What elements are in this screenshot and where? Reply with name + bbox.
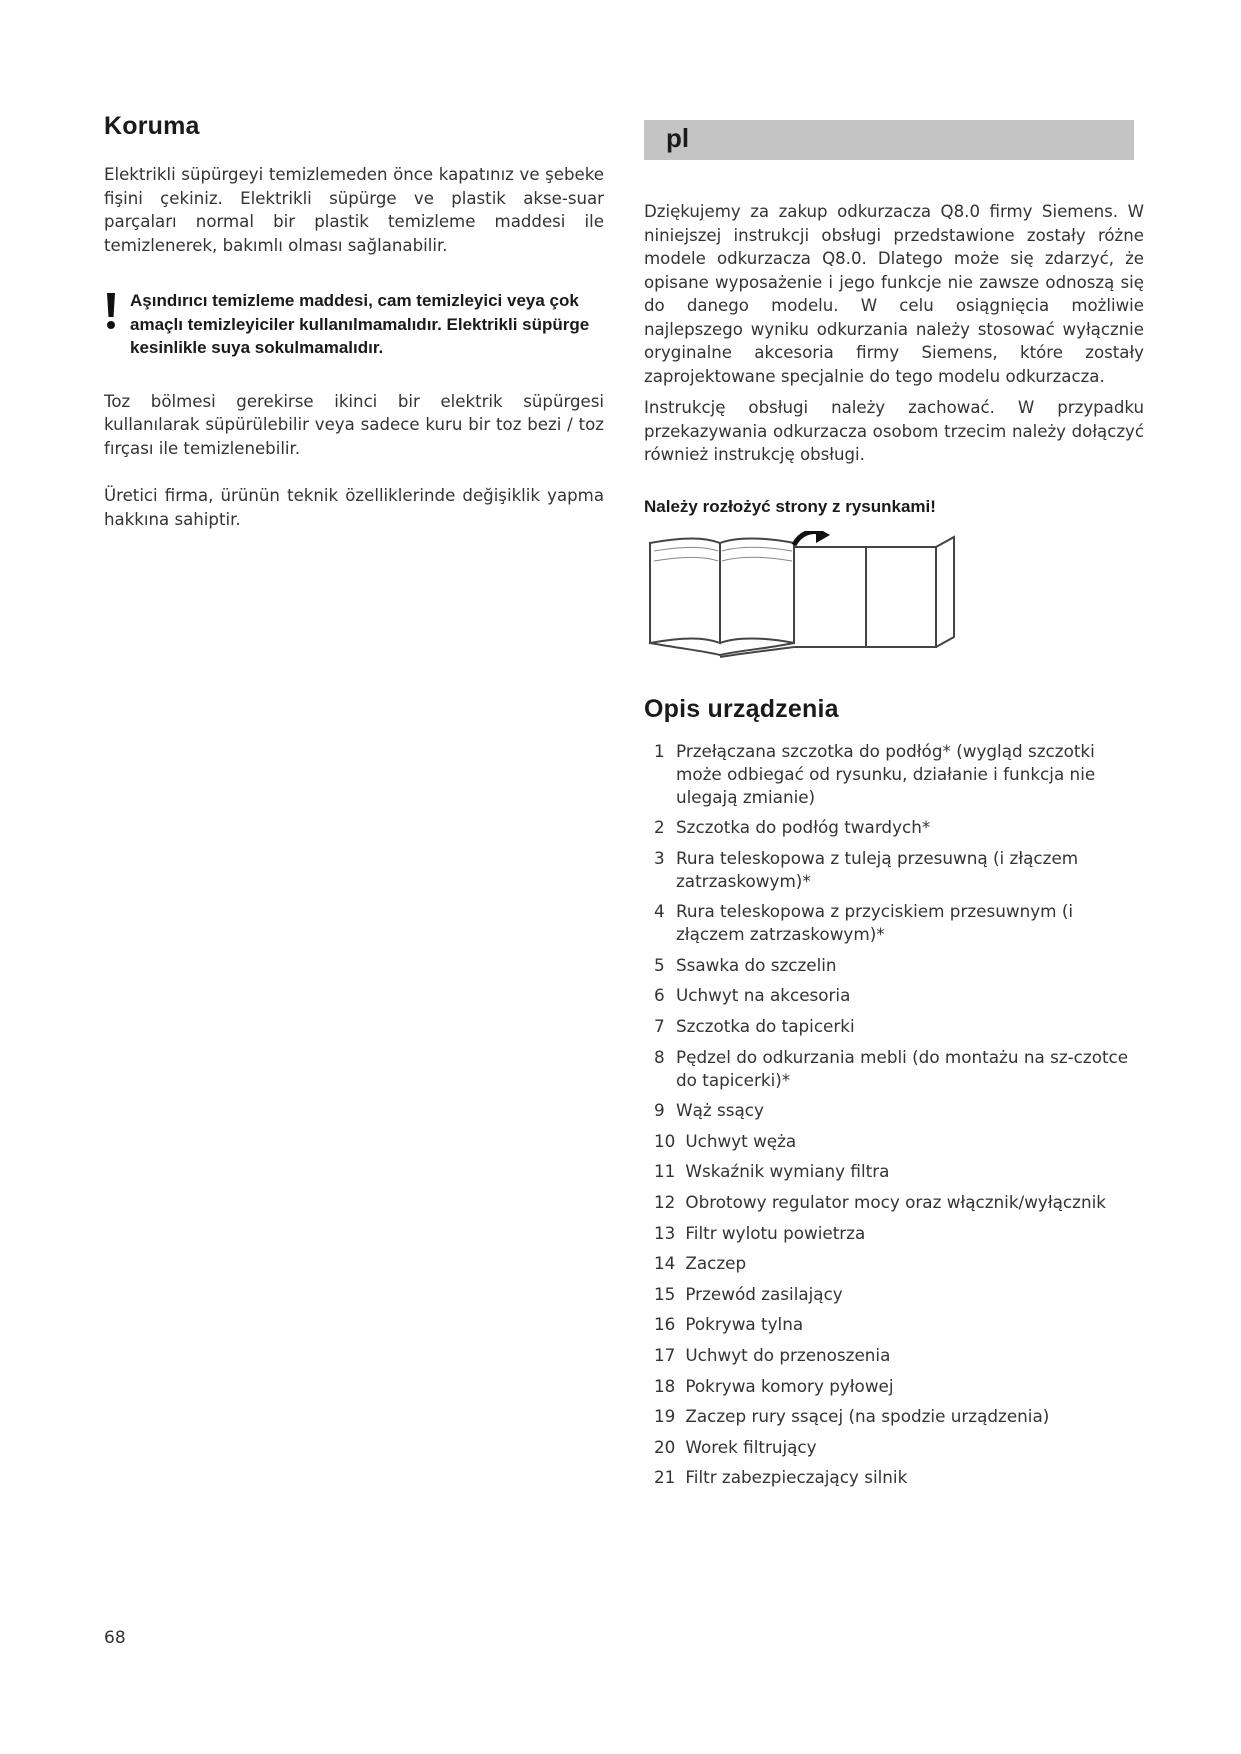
list-item: 19 Zaczep rury ssącej (na spodzie urządzenia) [654, 1406, 1050, 1427]
list-item: 21 Filtr zabezpieczający silnik [654, 1467, 908, 1488]
device-description-heading: Opis urządzenia [644, 694, 839, 723]
koruma-paragraph-2: Toz bölmesi gerekirse ikinci bir elektrik süpürgesi kullanılarak süpürülebilir veya sadece kuru bir toz bezi / toz fırçası ile temizlenebilir. [104, 391, 604, 458]
list-item: 16 Pokrywa tylna [654, 1314, 804, 1335]
unfold-pages-note: Należy rozłożyć strony z rysunkami! [644, 496, 936, 516]
warning-block [104, 289, 604, 360]
page-number: 68 [104, 1628, 126, 1648]
list-item: 17 Uchwyt do przenoszenia [654, 1345, 891, 1365]
list-item: 6 Uchwyt na akcesoria [654, 985, 851, 1006]
list-item: 5 Ssawka do szczelin [654, 954, 837, 975]
exclamation-icon [104, 291, 118, 331]
list-item: 14 Zaczep [654, 1253, 747, 1274]
koruma-paragraph-1: Elektrikli süpürgeyi temizlemeden önce kapatınız ve şebeke fişini çekiniz. Elektrikli süpürge ve plastik akse-suar parçaları normal bir plastik temizleme maddesi ile temizlenerek, bakımlı olması sağlanabilir. [104, 165, 604, 255]
left-column [104, 112, 604, 531]
list-item: 15 Przewód zasilający [654, 1283, 843, 1304]
language-header-bar [644, 120, 1134, 160]
koruma-paragraph-3: Üretici firma, ürünün teknik özelliklerinde değişiklik yapma hakkına sahiptir. [104, 486, 604, 529]
list-item: 3 Rura teleskopowa z tuleją przesuwną (i złączem zatrzaskowym)* [654, 847, 1079, 891]
intro-paragraph-1: Dziękujemy za zakup odkurzacza Q8.0 firmy Siemens. W niniejszej instrukcji obsługi przedstawione zostały różne modele odkurzacza Q8.0. Dlatego może się zdarzyć, że opisane wyposażenie i jego funkcje nie zawsze odnoszą się do danego modelu. W celu osiągnięcia możliwie najlepszego wyniku odkurzania należy stosować wyłącznie oryginalne akcesoria firmy Siemens, które zostały zaprojektowane specjalnie do tego modelu odkurzacza. [644, 202, 1144, 386]
list-item: 2 Szczotka do podłóg twardych* [654, 817, 931, 838]
list-item: 12 Obrotowy regulator mocy oraz włącznik/wyłącznik [654, 1192, 1106, 1213]
list-item: 1 Przełączana szczotka do podłóg* (wygląd szczotki może odbiegać od rysunku, działanie i funkcja nie ulegają zmianie) [654, 740, 1096, 807]
warning-text: Aşındırıcı temizleme maddesi, cam temizleyici veya çok amaçlı temizleyiciler kullanılmamalıdır. Elektrikli süpürge kesinlikle suya sokulmamalıdır. [130, 291, 590, 357]
list-item: 13 Filtr wylotu powietrza [654, 1222, 866, 1243]
list-item: 4 Rura teleskopowa z przyciskiem przesuwnym (i złączem zatrzaskowym)* [654, 901, 1074, 945]
intro-paragraph-2: Instrukcję obsługi należy zachować. W przypadku przekazywania odkurzacza osobom trzecim należy dołączyć również instrukcję obsługi. [644, 398, 1144, 464]
koruma-heading: Koruma [104, 112, 200, 140]
list-item: 11 Wskaźnik wymiany filtra [654, 1161, 890, 1182]
list-item: 10 Uchwyt węża [654, 1130, 797, 1151]
foldout-book-illustration [644, 531, 964, 661]
list-item: 9 Wąż ssący [654, 1100, 764, 1121]
parts-list [644, 740, 1144, 1490]
right-column [644, 120, 1144, 1497]
list-item: 18 Pokrywa komory pyłowej [654, 1375, 894, 1396]
list-item: 8 Pędzel do odkurzania mebli (do montażu na sz-czotce do tapicerki)* [654, 1046, 1129, 1090]
list-item: 7 Szczotka do tapicerki [654, 1016, 855, 1037]
language-code: pl [666, 123, 690, 153]
list-item: 20 Worek filtrujący [654, 1436, 817, 1457]
